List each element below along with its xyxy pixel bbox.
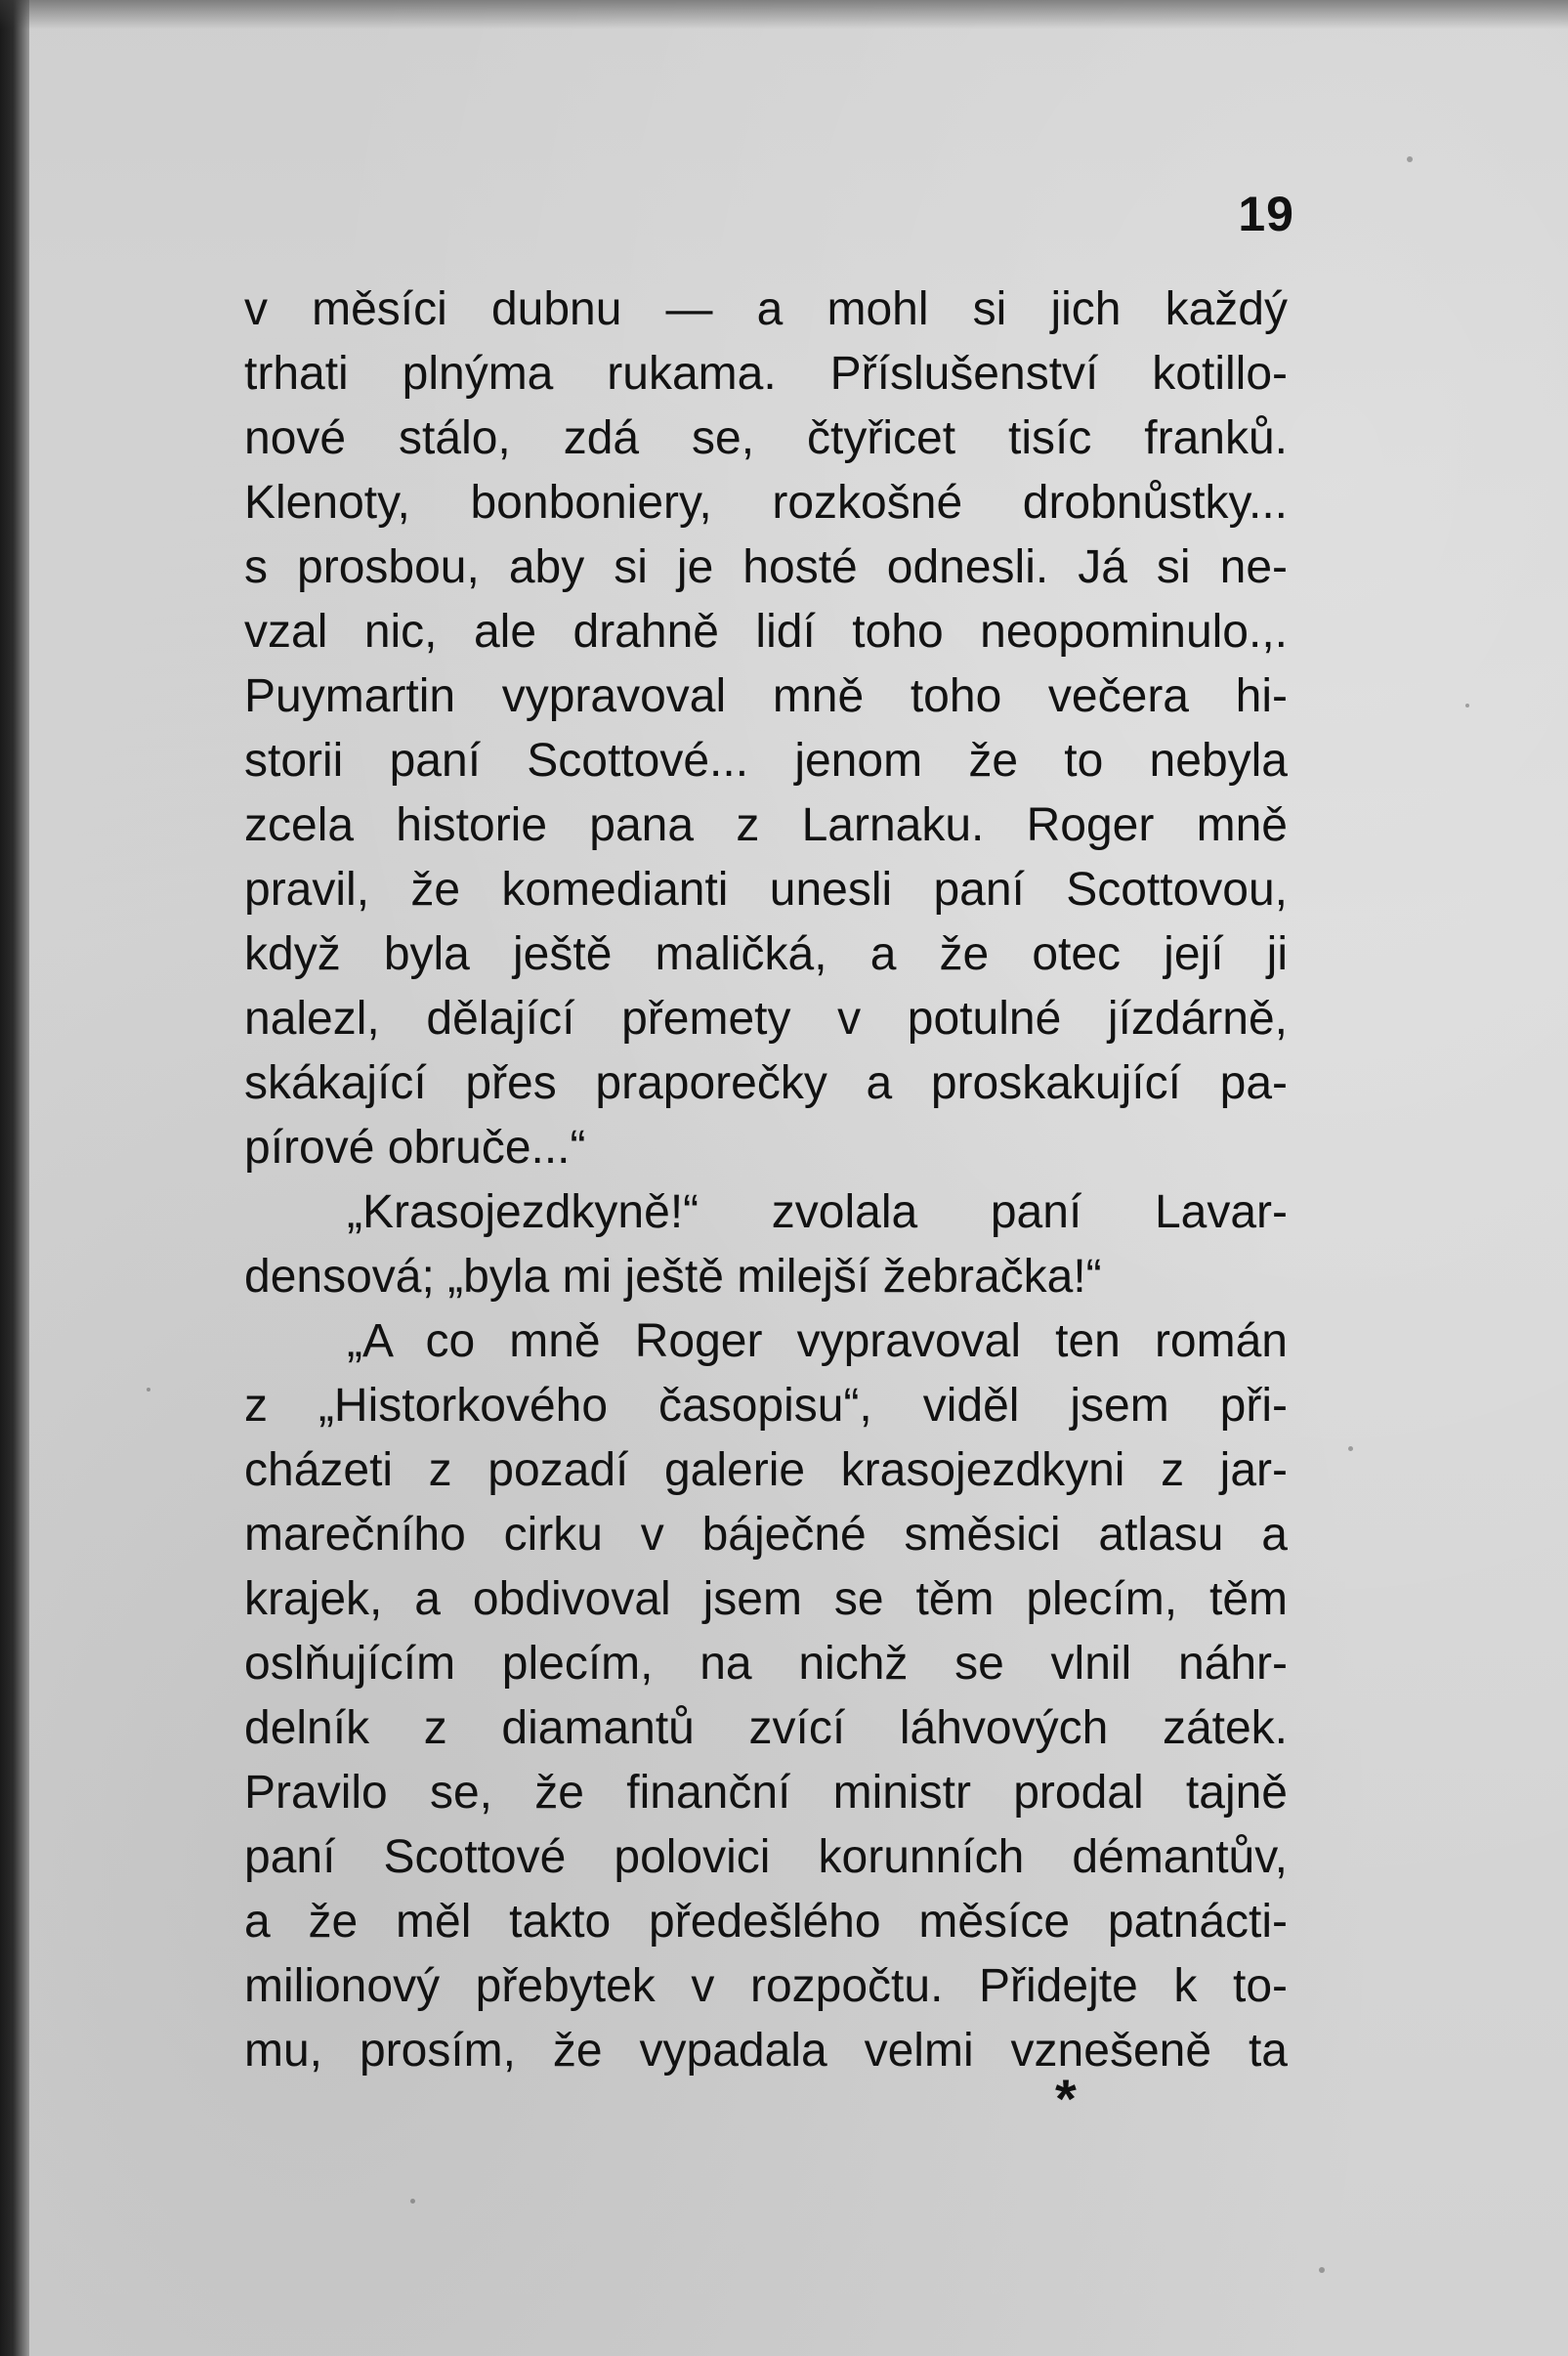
- text-line: „Krasojezdkyně!“ zvolala paní Lavar-: [347, 1186, 1288, 1238]
- paper-speck: [147, 1388, 150, 1392]
- text-line: trhati plnýma rukama. Příslušenství kotillo-: [244, 348, 1288, 400]
- text-line: mu, prosím, že vypadala velmi vznešeně ta: [244, 2025, 1288, 2077]
- text-line: Puymartin vypravoval mně toho večera hi-: [244, 670, 1288, 722]
- text-line: delník z diamantů zvící láhvových zátek.: [244, 1702, 1288, 1754]
- text-line: pírové obruče...“: [244, 1122, 586, 1174]
- book-spine-shadow: [0, 0, 29, 2356]
- text-line: milionový přebytek v rozpočtu. Přidejte k to-: [244, 1960, 1288, 2012]
- text-line: nalezl, dělající přemety v potulné jízdárně,: [244, 993, 1288, 1045]
- text-line: storii paní Scottové... jenom že to nebyla: [244, 735, 1288, 787]
- text-line: a že měl takto předešlého měsíce patnácti-: [244, 1896, 1288, 1948]
- text-line: Klenoty, bonboniery, rozkošné drobnůstky...: [244, 477, 1288, 529]
- paper-speck: [1407, 156, 1413, 162]
- paper-speck: [1465, 704, 1469, 707]
- paper-speck: [1319, 2267, 1325, 2273]
- text-line: když byla ještě maličká, a že otec její ji: [244, 928, 1288, 980]
- text-line: cházeti z pozadí galerie krasojezdkyni z jar-: [244, 1444, 1288, 1496]
- text-line: skákající přes praporečky a proskakující pa-: [244, 1057, 1288, 1109]
- text-line: densová; „byla mi ještě milejší žebračka!“: [244, 1251, 1102, 1303]
- text-line: „A co mně Roger vypravoval ten román: [347, 1315, 1288, 1367]
- body-text: [244, 278, 1288, 2083]
- text-line: pravil, že komedianti unesli paní Scottovou,: [244, 864, 1288, 916]
- text-line: zcela historie pana z Larnaku. Roger mně: [244, 799, 1288, 851]
- text-line: s prosbou, aby si je hosté odnesli. Já si ne-: [244, 541, 1288, 593]
- text-line: nové stálo, zdá se, čtyřicet tisíc franků.: [244, 412, 1288, 464]
- paper-speck: [1348, 1446, 1353, 1451]
- text-line: v měsíci dubnu — a mohl si jich každý: [244, 283, 1288, 335]
- text-line: z „Historkového časopisu“, viděl jsem při-: [244, 1380, 1288, 1432]
- page-top-edge-shadow: [0, 0, 1568, 29]
- text-line: oslňujícím plecím, na nichž se vlnil náhr-: [244, 1638, 1288, 1690]
- text-line: Pravilo se, že finanční ministr prodal tajně: [244, 1767, 1288, 1819]
- text-line: krajek, a obdivoval jsem se těm plecím, těm: [244, 1573, 1288, 1625]
- signature-mark: *: [1055, 2068, 1077, 2129]
- text-line: marečního cirku v báječné směsici atlasu a: [244, 1509, 1288, 1561]
- paper-speck: [410, 2199, 415, 2204]
- page-number: 19: [1238, 187, 1294, 241]
- text-line: paní Scottové polovici korunních démantův,: [244, 1831, 1288, 1883]
- text-line: vzal nic, ale drahně lidí toho neopominulo.,.: [244, 606, 1288, 658]
